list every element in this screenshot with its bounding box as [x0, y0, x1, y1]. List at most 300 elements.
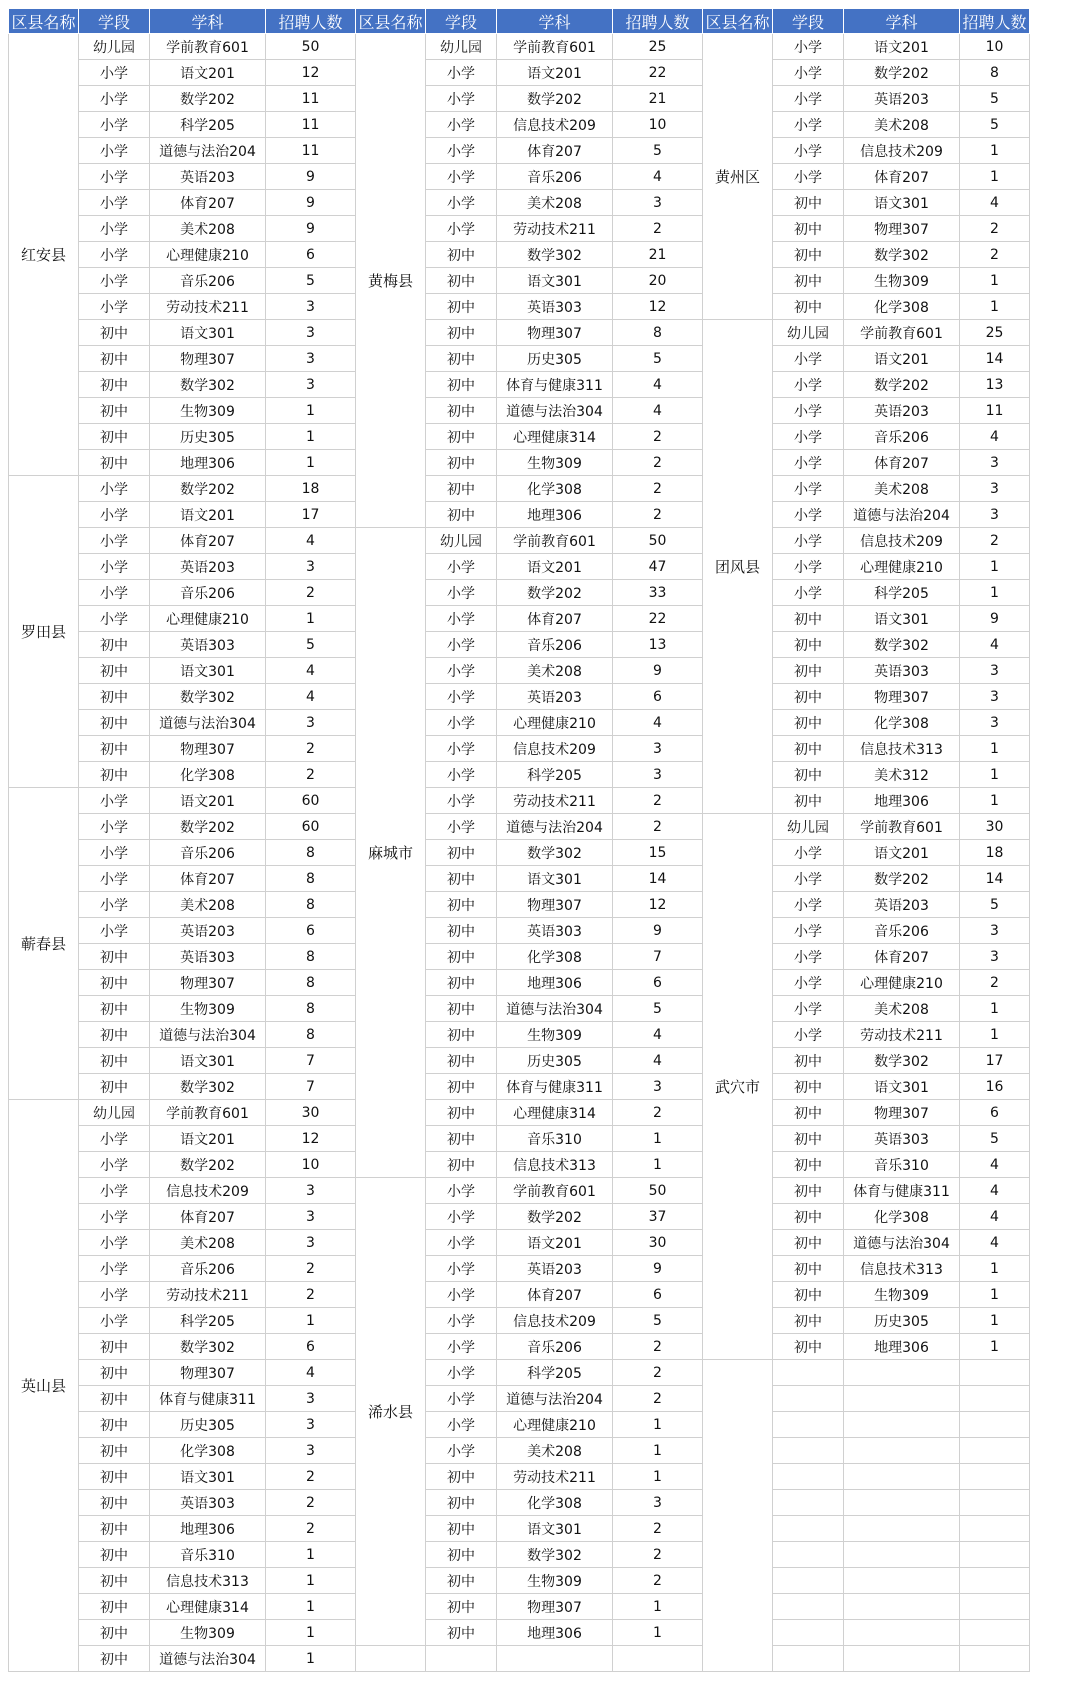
count-cell: 5 [266, 632, 356, 658]
subject-cell: 数学302 [150, 684, 266, 710]
count-cell: 8 [266, 944, 356, 970]
level-cell: 小学 [773, 164, 844, 190]
count-cell: 10 [266, 1152, 356, 1178]
count-cell: 9 [613, 918, 703, 944]
subject-cell: 劳动技术211 [150, 294, 266, 320]
subject-cell: 道德与法治304 [150, 1646, 266, 1672]
count-cell: 60 [266, 788, 356, 814]
level-cell: 小学 [426, 710, 497, 736]
count-cell: 4 [266, 684, 356, 710]
subject-cell: 语文301 [497, 268, 613, 294]
table-row [9, 424, 1030, 450]
subject-cell: 美术208 [497, 658, 613, 684]
count-cell: 2 [613, 450, 703, 476]
count-cell: 10 [960, 34, 1030, 60]
level-cell: 初中 [426, 970, 497, 996]
count-cell: 4 [960, 190, 1030, 216]
count-cell [613, 1646, 703, 1672]
subject-cell: 音乐310 [497, 1126, 613, 1152]
table-row [9, 1100, 1030, 1126]
count-cell: 1 [960, 1022, 1030, 1048]
count-cell: 2 [613, 788, 703, 814]
subject-cell: 美术312 [844, 762, 960, 788]
count-cell: 1 [960, 294, 1030, 320]
subject-cell: 心理健康210 [844, 554, 960, 580]
count-cell: 3 [266, 1386, 356, 1412]
table-row [9, 1360, 1030, 1386]
header-county-1: 区县名称 [9, 9, 79, 34]
count-cell: 5 [613, 1308, 703, 1334]
subject-cell: 化学308 [844, 710, 960, 736]
subject-cell: 数学302 [844, 632, 960, 658]
subject-cell: 英语303 [150, 1490, 266, 1516]
count-cell: 2 [266, 1464, 356, 1490]
level-cell: 小学 [773, 450, 844, 476]
count-cell: 12 [613, 892, 703, 918]
level-cell: 小学 [426, 580, 497, 606]
count-cell: 4 [266, 658, 356, 684]
subject-cell: 历史305 [150, 1412, 266, 1438]
subject-cell: 英语303 [844, 658, 960, 684]
subject-cell: 英语203 [150, 554, 266, 580]
recruitment-sheet [8, 8, 1030, 1672]
count-cell: 4 [960, 1178, 1030, 1204]
count-cell: 8 [266, 996, 356, 1022]
level-cell: 小学 [773, 944, 844, 970]
count-cell: 1 [613, 1438, 703, 1464]
subject-cell: 地理306 [844, 1334, 960, 1360]
count-cell: 7 [266, 1074, 356, 1100]
header-county-3: 区县名称 [703, 9, 773, 34]
level-cell: 初中 [773, 788, 844, 814]
count-cell: 3 [613, 1490, 703, 1516]
count-cell: 3 [266, 710, 356, 736]
level-cell: 初中 [426, 1464, 497, 1490]
level-cell: 小学 [773, 86, 844, 112]
level-cell: 小学 [773, 1022, 844, 1048]
count-cell: 3 [266, 1438, 356, 1464]
count-cell: 20 [613, 268, 703, 294]
subject-cell: 音乐206 [844, 918, 960, 944]
count-cell: 4 [960, 1204, 1030, 1230]
subject-cell: 体育207 [844, 450, 960, 476]
level-cell [426, 1646, 497, 1672]
level-cell: 初中 [79, 320, 150, 346]
level-cell: 初中 [773, 606, 844, 632]
count-cell: 11 [266, 112, 356, 138]
subject-cell: 生物309 [844, 268, 960, 294]
county-name-cell [356, 1646, 426, 1672]
count-cell: 6 [613, 1282, 703, 1308]
table-row [9, 1152, 1030, 1178]
subject-cell [844, 1412, 960, 1438]
count-cell: 50 [613, 528, 703, 554]
count-cell: 1 [960, 268, 1030, 294]
count-cell: 1 [613, 1620, 703, 1646]
count-cell: 1 [266, 1542, 356, 1568]
subject-cell [844, 1516, 960, 1542]
count-cell: 5 [613, 346, 703, 372]
count-cell: 17 [960, 1048, 1030, 1074]
level-cell: 初中 [79, 1464, 150, 1490]
subject-cell [844, 1464, 960, 1490]
count-cell [960, 1516, 1030, 1542]
header-subject-2: 学科 [497, 9, 613, 34]
subject-cell: 体育207 [497, 138, 613, 164]
level-cell: 小学 [79, 918, 150, 944]
table-row [9, 710, 1030, 736]
level-cell: 初中 [426, 840, 497, 866]
count-cell: 8 [266, 840, 356, 866]
count-cell: 8 [266, 970, 356, 996]
count-cell: 3 [960, 658, 1030, 684]
table-row [9, 658, 1030, 684]
count-cell: 1 [613, 1126, 703, 1152]
subject-cell [844, 1542, 960, 1568]
level-cell: 小学 [426, 60, 497, 86]
level-cell: 初中 [79, 1022, 150, 1048]
count-cell: 6 [960, 1100, 1030, 1126]
subject-cell: 语文301 [497, 866, 613, 892]
level-cell: 初中 [79, 450, 150, 476]
count-cell: 1 [613, 1464, 703, 1490]
table-row [9, 736, 1030, 762]
level-cell: 初中 [773, 1178, 844, 1204]
count-cell: 2 [613, 476, 703, 502]
level-cell: 小学 [426, 554, 497, 580]
level-cell: 初中 [79, 346, 150, 372]
subject-cell: 语文201 [844, 346, 960, 372]
table-row [9, 1386, 1030, 1412]
count-cell: 9 [613, 658, 703, 684]
table-row [9, 1256, 1030, 1282]
count-cell: 2 [266, 762, 356, 788]
subject-cell: 体育与健康311 [150, 1386, 266, 1412]
count-cell: 1 [266, 1646, 356, 1672]
count-cell: 14 [960, 866, 1030, 892]
subject-cell: 语文201 [497, 1230, 613, 1256]
count-cell: 4 [613, 1022, 703, 1048]
level-cell: 初中 [426, 346, 497, 372]
subject-cell: 语文301 [844, 1074, 960, 1100]
subject-cell: 信息技术209 [497, 112, 613, 138]
count-cell: 1 [960, 164, 1030, 190]
level-cell: 小学 [426, 632, 497, 658]
level-cell: 小学 [426, 1438, 497, 1464]
table-row [9, 34, 1030, 60]
subject-cell: 语文301 [150, 1048, 266, 1074]
subject-cell: 音乐206 [844, 424, 960, 450]
level-cell: 初中 [773, 242, 844, 268]
subject-cell: 语文301 [844, 606, 960, 632]
level-cell: 幼儿园 [426, 528, 497, 554]
table-row [9, 86, 1030, 112]
count-cell [960, 1360, 1030, 1386]
level-cell: 初中 [426, 242, 497, 268]
level-cell: 初中 [773, 710, 844, 736]
count-cell: 5 [960, 112, 1030, 138]
subject-cell: 学前教育601 [844, 320, 960, 346]
table-row [9, 138, 1030, 164]
level-cell: 小学 [79, 190, 150, 216]
count-cell: 3 [960, 710, 1030, 736]
subject-cell: 信息技术313 [844, 736, 960, 762]
subject-cell: 道德与法治304 [150, 1022, 266, 1048]
subject-cell: 语文201 [150, 788, 266, 814]
count-cell: 9 [613, 1256, 703, 1282]
subject-cell: 美术208 [497, 190, 613, 216]
table-row [9, 892, 1030, 918]
level-cell: 初中 [426, 398, 497, 424]
level-cell: 初中 [773, 762, 844, 788]
level-cell: 小学 [79, 866, 150, 892]
level-cell: 小学 [773, 346, 844, 372]
count-cell: 2 [960, 216, 1030, 242]
count-cell: 4 [613, 710, 703, 736]
table-row [9, 398, 1030, 424]
subject-cell: 物理307 [150, 1360, 266, 1386]
level-cell: 初中 [79, 1438, 150, 1464]
count-cell: 3 [266, 372, 356, 398]
subject-cell: 历史305 [497, 346, 613, 372]
count-cell: 2 [266, 736, 356, 762]
subject-cell: 数学202 [150, 86, 266, 112]
subject-cell: 劳动技术211 [844, 1022, 960, 1048]
subject-cell: 学前教育601 [497, 34, 613, 60]
subject-cell: 语文201 [150, 1126, 266, 1152]
count-cell: 1 [266, 1568, 356, 1594]
subject-cell: 学前教育601 [844, 814, 960, 840]
level-cell: 初中 [79, 762, 150, 788]
table-row [9, 840, 1030, 866]
level-cell: 小学 [79, 1282, 150, 1308]
level-cell: 小学 [426, 112, 497, 138]
table-row [9, 1412, 1030, 1438]
level-cell: 初中 [79, 944, 150, 970]
level-cell: 小学 [426, 190, 497, 216]
count-cell: 1 [266, 450, 356, 476]
level-cell: 小学 [79, 1152, 150, 1178]
subject-cell: 物理307 [150, 970, 266, 996]
subject-cell: 生物309 [497, 1022, 613, 1048]
level-cell: 小学 [773, 866, 844, 892]
subject-cell: 科学205 [497, 762, 613, 788]
count-cell: 60 [266, 814, 356, 840]
subject-cell: 历史305 [150, 424, 266, 450]
table-row [9, 268, 1030, 294]
count-cell: 7 [613, 944, 703, 970]
subject-cell: 英语303 [497, 918, 613, 944]
count-cell: 5 [613, 138, 703, 164]
count-cell: 3 [266, 346, 356, 372]
level-cell: 小学 [79, 268, 150, 294]
subject-cell: 生物309 [497, 450, 613, 476]
level-cell: 幼儿园 [79, 1100, 150, 1126]
level-cell: 初中 [773, 216, 844, 242]
count-cell: 1 [266, 1594, 356, 1620]
subject-cell: 学前教育601 [150, 34, 266, 60]
level-cell: 初中 [79, 1620, 150, 1646]
subject-cell: 数学202 [844, 866, 960, 892]
level-cell: 小学 [79, 476, 150, 502]
table-row [9, 372, 1030, 398]
subject-cell: 音乐206 [497, 164, 613, 190]
subject-cell: 美术208 [150, 892, 266, 918]
county-name-cell: 黄州区 [703, 34, 773, 320]
count-cell: 10 [613, 112, 703, 138]
subject-cell: 信息技术209 [150, 1178, 266, 1204]
level-cell: 小学 [79, 606, 150, 632]
county-name-cell: 罗田县 [9, 476, 79, 788]
count-cell: 47 [613, 554, 703, 580]
subject-cell: 体育与健康311 [497, 1074, 613, 1100]
level-cell [773, 1594, 844, 1620]
count-cell: 3 [960, 944, 1030, 970]
level-cell: 小学 [426, 216, 497, 242]
level-cell: 小学 [773, 138, 844, 164]
level-cell: 小学 [773, 580, 844, 606]
subject-cell: 语文201 [150, 502, 266, 528]
level-cell: 初中 [79, 970, 150, 996]
count-cell: 3 [960, 918, 1030, 944]
count-cell: 4 [960, 632, 1030, 658]
subject-cell: 心理健康314 [497, 424, 613, 450]
subject-cell: 历史305 [497, 1048, 613, 1074]
table-row [9, 320, 1030, 346]
level-cell [773, 1438, 844, 1464]
level-cell: 初中 [79, 1048, 150, 1074]
count-cell: 3 [266, 294, 356, 320]
subject-cell: 化学308 [150, 762, 266, 788]
level-cell: 初中 [79, 1334, 150, 1360]
level-cell: 初中 [773, 190, 844, 216]
level-cell: 初中 [773, 684, 844, 710]
level-cell: 初中 [79, 372, 150, 398]
count-cell: 3 [266, 1204, 356, 1230]
count-cell: 37 [613, 1204, 703, 1230]
table-row [9, 580, 1030, 606]
count-cell: 3 [613, 1074, 703, 1100]
count-cell: 22 [613, 606, 703, 632]
count-cell: 2 [613, 1360, 703, 1386]
table-row [9, 606, 1030, 632]
subject-cell: 科学205 [150, 1308, 266, 1334]
level-cell: 小学 [79, 1126, 150, 1152]
level-cell: 小学 [426, 1308, 497, 1334]
count-cell: 14 [613, 866, 703, 892]
subject-cell: 心理健康210 [150, 242, 266, 268]
count-cell: 1 [266, 1308, 356, 1334]
subject-cell: 数学202 [844, 372, 960, 398]
subject-cell: 历史305 [844, 1308, 960, 1334]
count-cell: 6 [613, 684, 703, 710]
subject-cell: 音乐206 [150, 1256, 266, 1282]
subject-cell: 英语203 [497, 1256, 613, 1282]
count-cell: 3 [266, 320, 356, 346]
subject-cell: 数学302 [497, 840, 613, 866]
count-cell: 18 [266, 476, 356, 502]
table-row [9, 476, 1030, 502]
level-cell: 初中 [79, 1360, 150, 1386]
level-cell: 小学 [426, 814, 497, 840]
level-cell: 初中 [773, 1308, 844, 1334]
count-cell: 30 [613, 1230, 703, 1256]
header-county-2: 区县名称 [356, 9, 426, 34]
subject-cell: 物理307 [844, 684, 960, 710]
level-cell: 初中 [773, 658, 844, 684]
level-cell: 幼儿园 [426, 34, 497, 60]
subject-cell: 音乐206 [150, 840, 266, 866]
subject-cell: 数学202 [497, 1204, 613, 1230]
table-row [9, 762, 1030, 788]
level-cell: 小学 [426, 164, 497, 190]
count-cell: 1 [960, 1334, 1030, 1360]
level-cell: 小学 [773, 398, 844, 424]
level-cell: 小学 [773, 502, 844, 528]
subject-cell: 美术208 [497, 1438, 613, 1464]
level-cell: 初中 [426, 892, 497, 918]
count-cell: 1 [960, 996, 1030, 1022]
subject-cell [844, 1594, 960, 1620]
subject-cell: 语文201 [150, 60, 266, 86]
level-cell: 小学 [79, 1230, 150, 1256]
count-cell [960, 1620, 1030, 1646]
table-row [9, 996, 1030, 1022]
header-level-2: 学段 [426, 9, 497, 34]
count-cell: 4 [613, 1048, 703, 1074]
subject-cell: 体育207 [844, 944, 960, 970]
subject-cell: 体育207 [497, 1282, 613, 1308]
county-name-cell [703, 1360, 773, 1672]
level-cell: 初中 [426, 866, 497, 892]
level-cell: 初中 [426, 294, 497, 320]
table-row [9, 502, 1030, 528]
count-cell: 4 [960, 424, 1030, 450]
subject-cell [497, 1646, 613, 1672]
level-cell: 小学 [79, 528, 150, 554]
subject-cell: 地理306 [844, 788, 960, 814]
header-level-1: 学段 [79, 9, 150, 34]
count-cell: 2 [613, 814, 703, 840]
subject-cell: 心理健康210 [497, 710, 613, 736]
count-cell: 2 [613, 1100, 703, 1126]
count-cell: 3 [960, 502, 1030, 528]
subject-cell: 道德与法治304 [497, 996, 613, 1022]
header-subject-1: 学科 [150, 9, 266, 34]
level-cell: 小学 [773, 996, 844, 1022]
count-cell: 5 [960, 86, 1030, 112]
subject-cell: 道德与法治204 [497, 814, 613, 840]
county-name-cell: 英山县 [9, 1100, 79, 1672]
count-cell: 12 [613, 294, 703, 320]
count-cell: 30 [960, 814, 1030, 840]
subject-cell: 物理307 [150, 736, 266, 762]
count-cell: 9 [266, 164, 356, 190]
level-cell: 初中 [773, 1256, 844, 1282]
count-cell: 50 [266, 34, 356, 60]
level-cell: 初中 [79, 632, 150, 658]
subject-cell: 美术208 [150, 1230, 266, 1256]
table-row [9, 1646, 1030, 1672]
level-cell [773, 1464, 844, 1490]
count-cell: 9 [266, 190, 356, 216]
subject-cell: 音乐310 [150, 1542, 266, 1568]
level-cell: 小学 [773, 476, 844, 502]
count-cell: 11 [960, 398, 1030, 424]
subject-cell: 英语303 [150, 944, 266, 970]
count-cell [960, 1646, 1030, 1672]
count-cell: 2 [266, 1490, 356, 1516]
